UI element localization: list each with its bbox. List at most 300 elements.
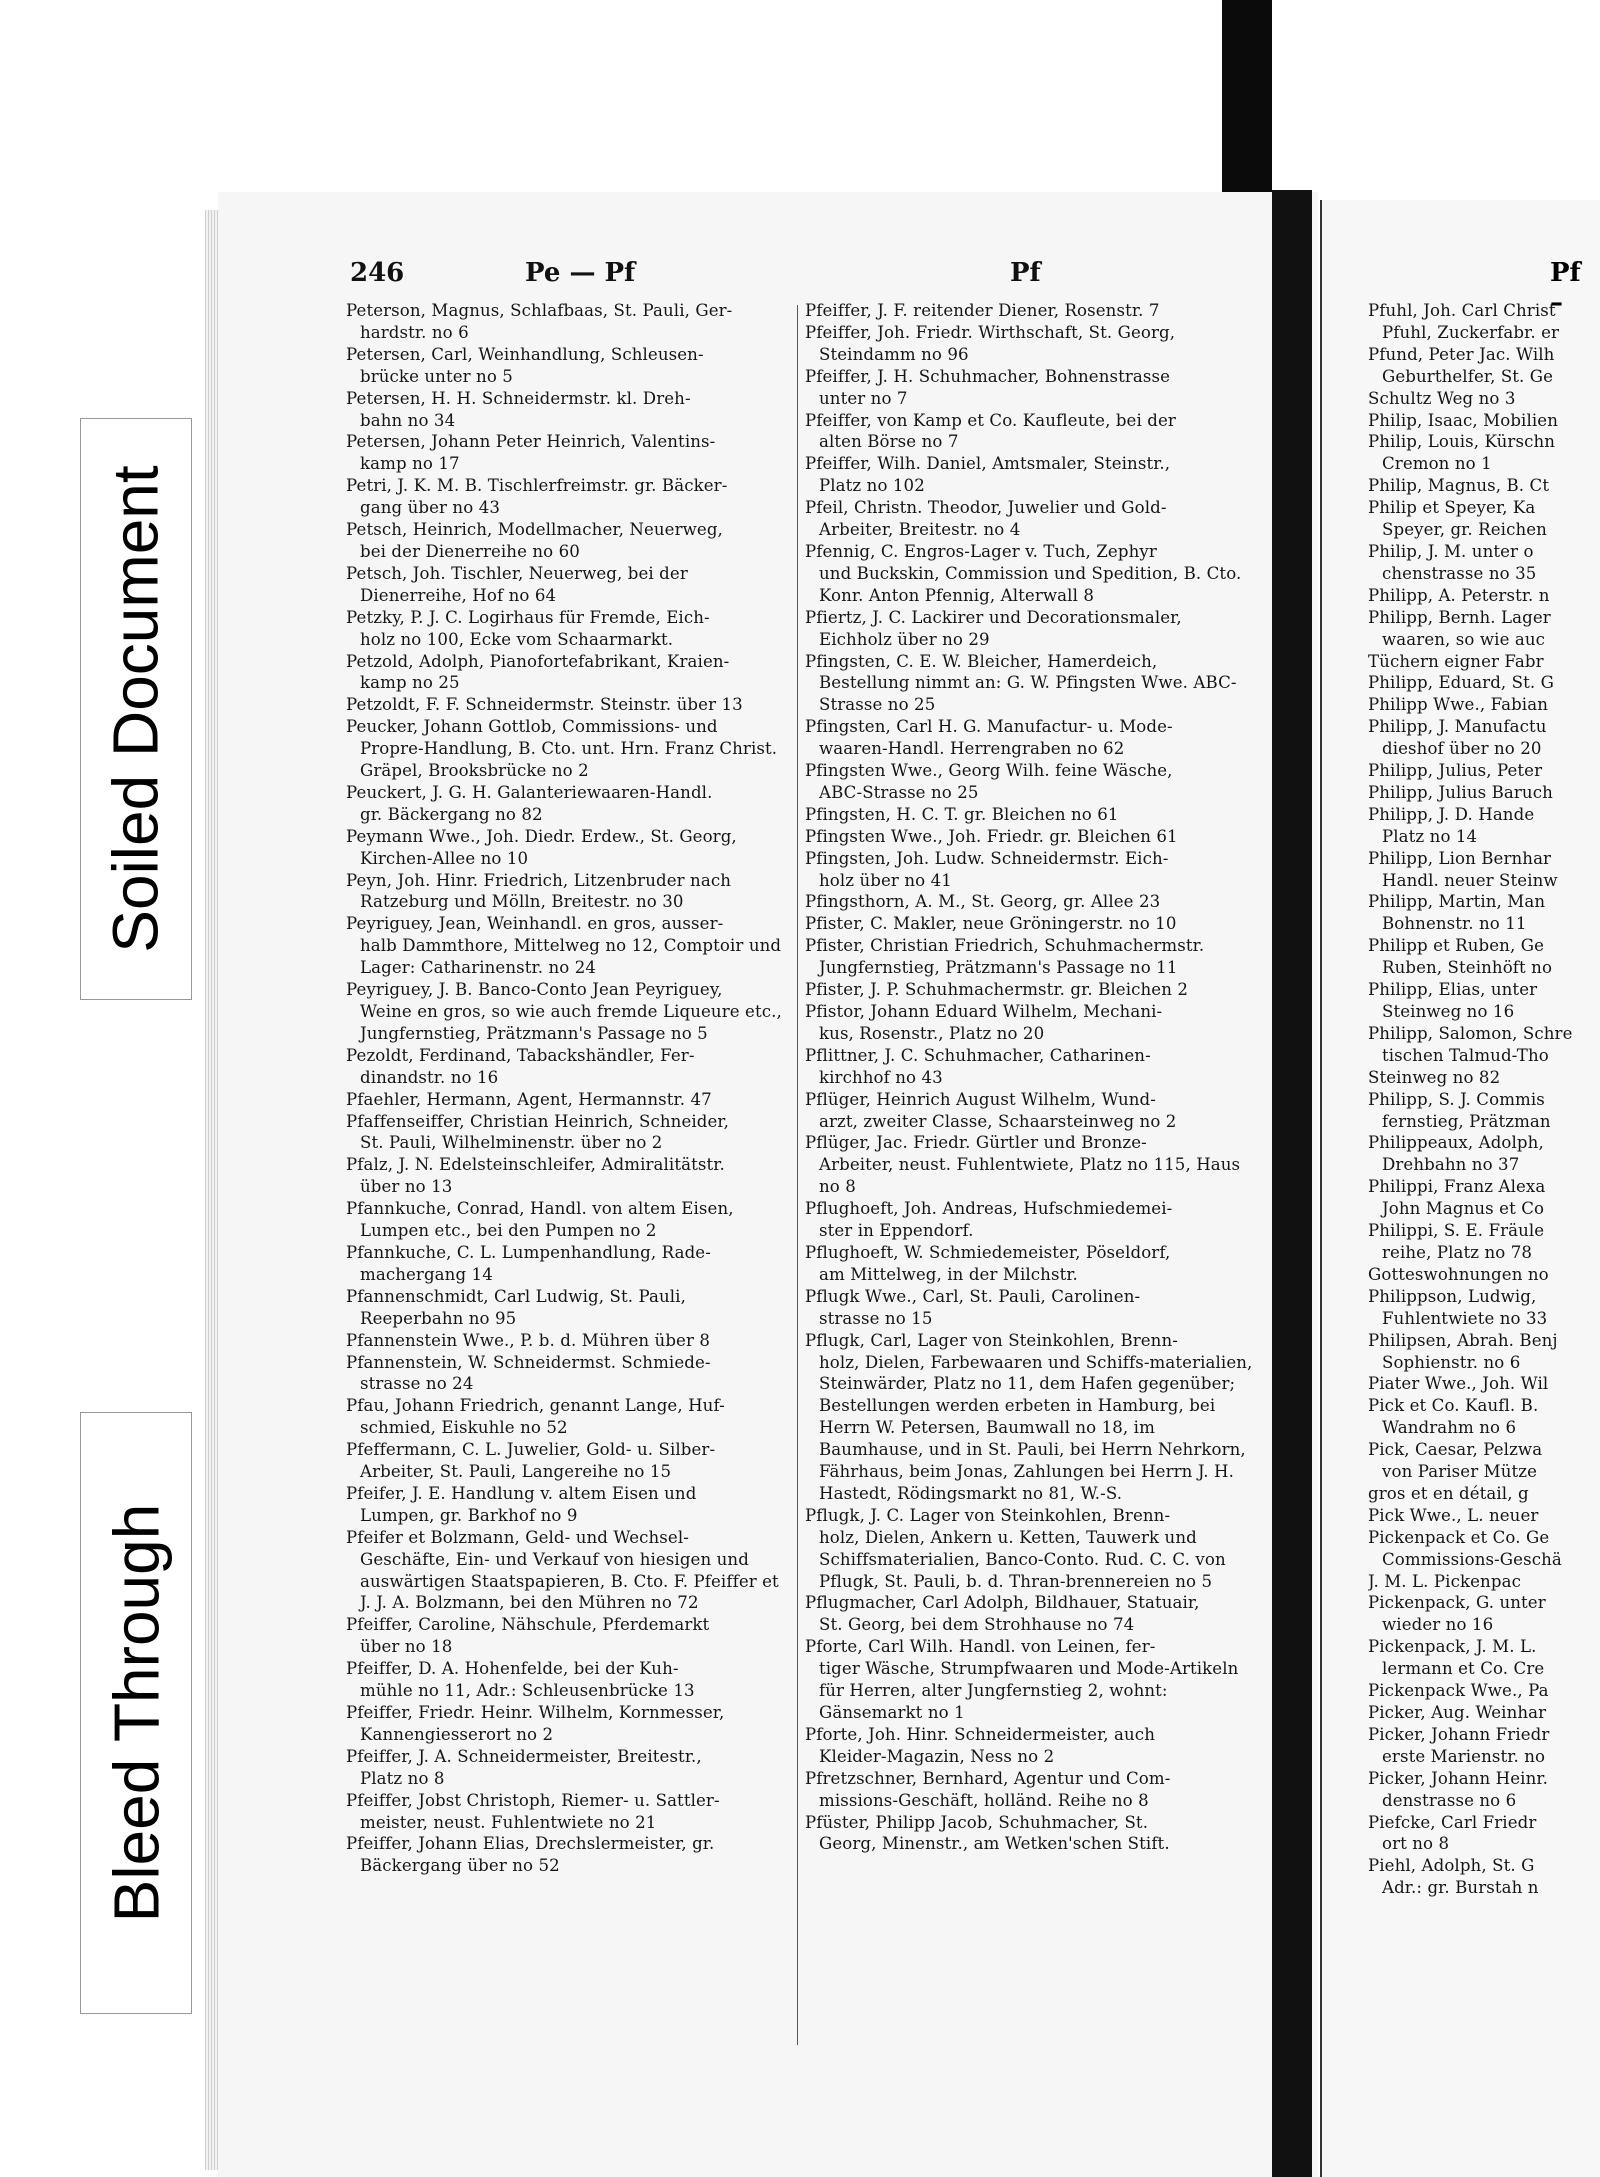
- entry-line: Peyriguey, Jean, Weinhandl. en gros, ausser-: [346, 914, 724, 934]
- entry-continuation: strasse no 15: [819, 1308, 933, 1328]
- entry-line: Petsch, Heinrich, Modellmacher, Neuerweg,: [346, 520, 723, 540]
- entry-continuation: Geburthelfer, St. Ge: [1382, 366, 1554, 386]
- directory-entry: [1368, 1571, 1600, 1593]
- directory-entry: [1368, 1505, 1600, 1527]
- entry-continuation: holz no 100, Ecke vom Schaarmarkt.: [360, 629, 674, 649]
- directory-entry: [805, 1045, 1260, 1089]
- entry-line: Pezoldt, Ferdinand, Tabackshändler, Fer-: [346, 1045, 695, 1065]
- directory-entry: [805, 541, 1260, 607]
- entry-line: Philippi, S. E. Fräule: [1368, 1221, 1545, 1241]
- entry-continuation: Handl. neuer Steinw: [1382, 870, 1558, 890]
- entry-line: Philippson, Ludwig,: [1368, 1286, 1537, 1306]
- directory-entry: [805, 1636, 1260, 1724]
- entry-continuation: tiger Wäsche, Strumpfwaaren und Mode-Artikeln für Herren, alter Jungfernstieg 2, wohnt: Gänsemarkt no 1: [819, 1659, 1239, 1722]
- directory-entry: [1368, 1373, 1600, 1395]
- entry-continuation: missions-Geschäft, holländ. Reihe no 8: [819, 1790, 1149, 1810]
- directory-entry: [346, 1746, 794, 1790]
- directory-entry: [1368, 979, 1600, 1023]
- entry-line: Schultz Weg no 3: [1368, 388, 1516, 408]
- directory-entry: [805, 1505, 1260, 1593]
- entry-line: Pickenpack, G. unter: [1368, 1593, 1546, 1613]
- directory-entry: [1368, 1855, 1600, 1899]
- entry-line: Pfingsten Wwe., Joh. Friedr. gr. Bleichen 61: [805, 826, 1178, 846]
- entry-continuation: Weine en gros, so wie auch fremde Liqueure etc., Jungfernstieg, Prätzmann's Passage no 5: [360, 1002, 782, 1043]
- entry-line: Pfeffermann, C. L. Juwelier, Gold- u. Silber-: [346, 1440, 716, 1460]
- entry-continuation: Platz no 102: [819, 476, 925, 496]
- entry-continuation: Lumpen etc., bei den Pumpen no 2: [360, 1221, 657, 1241]
- entry-continuation: Steinweg no 16: [1382, 1002, 1515, 1021]
- entry-continuation: Ruben, Steinhöft no: [1382, 958, 1553, 978]
- entry-line: Peyriguey, J. B. Banco-Conto Jean Peyriguey,: [346, 980, 723, 1000]
- directory-entry: [805, 453, 1260, 497]
- entry-line: Philipp, Salomon, Schre: [1368, 1023, 1573, 1043]
- entry-line: Pfannenstein Wwe., P. b. d. Mühren über 8: [346, 1330, 711, 1350]
- entry-continuation: bei der Dienerreihe no 60: [360, 541, 580, 561]
- directory-entry: [805, 300, 1260, 322]
- entry-continuation: Propre-Handlung, B. Cto. unt. Hrn. Franz Christ. Gräpel, Brooksbrücke no 2: [360, 739, 778, 781]
- entry-line: Pick Wwe., L. neuer: [1368, 1505, 1539, 1525]
- entry-continuation: dinandstr. no 16: [360, 1067, 499, 1087]
- entry-continuation: John Magnus et Co: [1382, 1199, 1545, 1219]
- entry-line: Pforte, Joh. Hinr. Schneidermeister, auch: [805, 1724, 1155, 1744]
- directory-entry: [805, 1132, 1260, 1198]
- entry-line: Philip, Magnus, B. Ct: [1368, 476, 1550, 496]
- directory-entry: [1368, 651, 1600, 673]
- entry-line: Pforte, Carl Wilh. Handl. von Leinen, fer-: [805, 1637, 1156, 1657]
- entry-continuation: dieshof über no 20: [1382, 739, 1542, 759]
- entry-line: Pickenpack et Co. Ge: [1368, 1527, 1550, 1547]
- bleed-through-text: Bleed Through: [100, 1503, 172, 1923]
- directory-entry: [1368, 1812, 1600, 1856]
- directory-column-middle: [805, 300, 1260, 1855]
- directory-entry: [346, 913, 794, 979]
- entry-line: Petri, J. K. M. B. Tischlerfreimstr. gr. Bäcker-: [346, 476, 728, 496]
- entry-line: Philipp, Julius Baruch: [1368, 782, 1553, 802]
- entry-line: Philipp, Bernh. Lager: [1368, 607, 1551, 627]
- directory-entry: [346, 716, 794, 782]
- entry-continuation: Georg, Minenstr., am Wetken'schen Stift.: [819, 1834, 1170, 1854]
- entry-continuation: holz, Dielen, Farbewaaren und Schiffs-materialien, Steinwärder, Platz no 11, dem Hafen gegenüber; Bestellungen werden erbeten in Hamburg, bei Herrn W. Petersen, Baumwall no 18, im Baumhause, und in St. Pauli, bei Herrn Nehrkorn, Fährhaus, beim Jonas, Zahlungen bei Herrn J. H. Hastedt, Rödingsmarkt no 81, W.-S.: [819, 1352, 1253, 1503]
- directory-entry: [346, 1242, 794, 1286]
- directory-entry: [346, 1439, 794, 1483]
- entry-line: Peucker, Johann Gottlob, Commissions- und: [346, 717, 718, 737]
- directory-entry: [805, 1724, 1260, 1768]
- directory-entry: [805, 804, 1260, 826]
- entry-line: Petzky, P. J. C. Logirhaus für Fremde, Eich-: [346, 607, 710, 627]
- directory-entry: [346, 870, 794, 914]
- entry-continuation: am Mittelweg, in der Milchstr.: [819, 1264, 1078, 1284]
- directory-entry: [805, 366, 1260, 410]
- entry-continuation: reihe, Platz no 78: [1382, 1242, 1533, 1262]
- directory-entry: [805, 1768, 1260, 1812]
- directory-entry: [346, 475, 794, 519]
- entry-continuation: chenstrasse no 35: [1382, 563, 1537, 583]
- directory-entry: [346, 979, 794, 1045]
- entry-line: Pfaffenseiffer, Christian Heinrich, Schneider,: [346, 1111, 730, 1131]
- entry-continuation: gang über no 43: [360, 498, 501, 518]
- entry-continuation: über no 13: [360, 1177, 453, 1197]
- directory-entry: [805, 1001, 1260, 1045]
- directory-entry: [805, 979, 1260, 1001]
- entry-line: Pfau, Johann Friedrich, genannt Lange, Huf-: [346, 1396, 725, 1416]
- entry-line: Pflittner, J. C. Schuhmacher, Catharinen-: [805, 1045, 1151, 1065]
- directory-entry: [346, 344, 794, 388]
- entry-continuation: Wandrahm no 6: [1382, 1418, 1517, 1438]
- entry-continuation: ort no 8: [1382, 1834, 1450, 1854]
- directory-entry: [805, 410, 1260, 454]
- directory-column-right: [1368, 300, 1600, 1899]
- directory-entry: [1368, 804, 1600, 848]
- entry-line: Pfeiffer, Friedr. Heinr. Wilhelm, Kornmesser,: [346, 1703, 725, 1722]
- entry-line: Philip et Speyer, Ka: [1368, 498, 1536, 518]
- entry-continuation: Pfuhl, Zuckerfabr. er: [1382, 322, 1560, 342]
- directory-entry: [346, 1614, 794, 1658]
- entry-line: Pfingsthorn, A. M., St. Georg, gr. Allee 23: [805, 892, 1161, 912]
- directory-entry: [346, 1111, 794, 1155]
- entry-continuation: Drehbahn no 37: [1382, 1155, 1520, 1175]
- entry-continuation: unter no 7: [819, 388, 908, 408]
- entry-continuation: St. Pauli, Wilhelminenstr. über no 2: [360, 1133, 663, 1153]
- entry-line: Petersen, Johann Peter Heinrich, Valentins-: [346, 432, 716, 452]
- entry-line: Pfeiffer, Caroline, Nähschule, Pferdemarkt: [346, 1615, 710, 1635]
- entry-continuation: Arbeiter, St. Pauli, Langereihe no 15: [360, 1462, 672, 1482]
- directory-entry: [346, 1527, 794, 1615]
- entry-line: Pfannenschmidt, Carl Ludwig, St. Pauli,: [346, 1286, 686, 1306]
- entry-line: Philipp, Julius, Peter: [1368, 761, 1543, 781]
- directory-entry: [1368, 300, 1600, 344]
- entry-line: Picker, Johann Heinr.: [1368, 1768, 1548, 1788]
- entry-line: Peymann Wwe., Joh. Diedr. Erdew., St. Georg,: [346, 826, 737, 846]
- page-edge: [205, 210, 219, 2170]
- soiled-document-label: [80, 418, 192, 1000]
- directory-entry: [346, 651, 794, 695]
- directory-entry: [805, 913, 1260, 935]
- entry-continuation: gr. Bäckergang no 82: [360, 804, 543, 824]
- directory-entry: [1368, 1132, 1600, 1176]
- entry-line: Pfretzschner, Bernhard, Agentur und Com-: [805, 1768, 1171, 1788]
- directory-entry: [346, 563, 794, 607]
- page-number: 246: [350, 258, 405, 288]
- directory-entry: [346, 826, 794, 870]
- entry-line: Pfister, C. Makler, neue Gröningerstr. no 10: [805, 914, 1177, 934]
- entry-continuation: brücke unter no 5: [360, 366, 513, 386]
- column-divider: [797, 305, 798, 2045]
- entry-continuation: Platz no 8: [360, 1768, 445, 1788]
- entry-continuation: Eichholz über no 29: [819, 629, 990, 649]
- entry-line: gros et en détail, g: [1368, 1483, 1529, 1503]
- directory-entry: [1368, 694, 1600, 716]
- entry-line: Pflughoeft, W. Schmiedemeister, Pöseldorf,: [805, 1242, 1171, 1262]
- directory-entry: [346, 1154, 794, 1198]
- directory-entry: [1368, 431, 1600, 475]
- entry-line: Pfannkuche, Conrad, Handl. von altem Eisen,: [346, 1199, 734, 1219]
- entry-line: Pfingsten, C. E. W. Bleicher, Hamerdeich,: [805, 651, 1158, 671]
- entry-continuation: und Buckskin, Commission und Spedition, B. Cto. Konr. Anton Pfennig, Alterwall 8: [819, 563, 1242, 605]
- directory-entry: [346, 1658, 794, 1702]
- entry-line: Pfiertz, J. C. Lackirer und Decorationsmaler,: [805, 607, 1182, 627]
- directory-entry: [805, 891, 1260, 913]
- entry-line: Picker, Johann Friedr: [1368, 1724, 1550, 1744]
- entry-continuation: von Pariser Mütze: [1382, 1462, 1538, 1482]
- directory-entry: [1368, 475, 1600, 497]
- directory-entry: [346, 1395, 794, 1439]
- entry-line: Piehl, Adolph, St. G: [1368, 1856, 1535, 1876]
- entry-line: Pflugk, J. C. Lager von Steinkohlen, Brenn-: [805, 1505, 1171, 1525]
- entry-continuation: Speyer, gr. Reichen: [1382, 520, 1547, 540]
- entry-continuation: ABC-Strasse no 25: [819, 782, 979, 802]
- entry-continuation: Sophienstr. no 6: [1382, 1352, 1521, 1372]
- entry-line: Peyn, Joh. Hinr. Friedrich, Litzenbruder nach: [346, 870, 732, 890]
- entry-line: Picker, Aug. Weinhar: [1368, 1703, 1547, 1722]
- entry-line: Steinweg no 82: [1368, 1067, 1501, 1087]
- entry-line: Gotteswohnungen no: [1368, 1264, 1549, 1284]
- directory-entry: [805, 848, 1260, 892]
- directory-entry: [346, 1330, 794, 1352]
- directory-entry: [1368, 388, 1600, 410]
- entry-continuation: Adr.: gr. Burstah n: [1382, 1878, 1539, 1898]
- entry-line: Pflüger, Jac. Friedr. Gürtler und Bronze-: [805, 1133, 1147, 1153]
- directory-entry: [1368, 848, 1600, 892]
- directory-entry: [1368, 585, 1600, 607]
- entry-line: Pfeiffer, Johann Elias, Drechslermeister, gr.: [346, 1834, 715, 1854]
- entry-line: Pflugk, Carl, Lager von Steinkohlen, Brenn-: [805, 1330, 1178, 1350]
- entry-continuation: alten Börse no 7: [819, 432, 959, 452]
- entry-line: Piefcke, Carl Friedr: [1368, 1812, 1537, 1832]
- entry-line: Pfingsten Wwe., Georg Wilh. feine Wäsche,: [805, 761, 1173, 781]
- entry-line: Pick, Caesar, Pelzwa: [1368, 1440, 1543, 1460]
- directory-entry: [1368, 541, 1600, 585]
- directory-entry: [346, 1198, 794, 1242]
- entry-continuation: tischen Talmud-Tho: [1382, 1045, 1549, 1065]
- entry-continuation: Commissions-Geschä: [1382, 1549, 1562, 1569]
- entry-continuation: Bohnenstr. no 11: [1382, 914, 1527, 934]
- directory-entry: [1368, 1702, 1600, 1724]
- directory-entry: [346, 1089, 794, 1111]
- entry-continuation: Kleider-Magazin, Ness no 2: [819, 1746, 1055, 1766]
- directory-entry: [1368, 672, 1600, 694]
- entry-line: Peterson, Magnus, Schlafbaas, St. Pauli, Ger-: [346, 301, 733, 320]
- entry-line: Philip, J. M. unter o: [1368, 541, 1534, 561]
- entry-continuation: Kirchen-Allee no 10: [360, 848, 529, 868]
- entry-line: Tüchern eigner Fabr: [1368, 651, 1544, 671]
- entry-line: Petsch, Joh. Tischler, Neuerweg, bei der: [346, 563, 688, 583]
- entry-line: Petzold, Adolph, Pianofortefabrikant, Kraien-: [346, 651, 730, 671]
- directory-entry: [1368, 497, 1600, 541]
- directory-entry: [805, 497, 1260, 541]
- entry-continuation: Bäckergang über no 52: [360, 1856, 560, 1876]
- entry-line: Pick et Co. Kaufl. B.: [1368, 1396, 1539, 1416]
- entry-continuation: wieder no 16: [1382, 1615, 1494, 1635]
- entry-continuation: Arbeiter, neust. Fuhlentwiete, Platz no 115, Haus no 8: [819, 1155, 1241, 1197]
- directory-entry: [346, 1702, 794, 1746]
- directory-entry: [1368, 1395, 1600, 1439]
- entry-continuation: kamp no 17: [360, 454, 460, 474]
- directory-entry: [346, 607, 794, 651]
- entry-continuation: arzt, zweiter Classe, Schaarsteinweg no 2: [819, 1111, 1177, 1131]
- directory-entry: [1368, 1220, 1600, 1264]
- entry-continuation: halb Dammthore, Mittelweg no 12, Comptoir und Lager: Catharinenstr. no 24: [360, 936, 782, 978]
- directory-entry: [346, 782, 794, 826]
- directory-entry: [346, 1790, 794, 1834]
- entry-line: Pfannkuche, C. L. Lumpenhandlung, Rade-: [346, 1242, 711, 1262]
- directory-entry: [1368, 1527, 1600, 1571]
- entry-line: Philipp, A. Peterstr. n: [1368, 585, 1550, 605]
- entry-continuation: lermann et Co. Cre: [1382, 1659, 1545, 1679]
- entry-line: Philipp, S. J. Commis: [1368, 1089, 1545, 1109]
- directory-entry: [346, 300, 794, 344]
- entry-continuation: Lumpen, gr. Barkhof no 9: [360, 1505, 578, 1525]
- running-head-right: Pf –: [1550, 258, 1581, 318]
- entry-line: Pickenpack, J. M. L.: [1368, 1637, 1537, 1657]
- entry-line: Pfingsten, Joh. Ludw. Schneidermstr. Eich-: [805, 848, 1169, 868]
- entry-continuation: kamp no 25: [360, 673, 460, 693]
- directory-entry: [346, 388, 794, 432]
- directory-entry: [1368, 1264, 1600, 1286]
- entry-continuation: Fuhlentwiete no 33: [1382, 1308, 1548, 1328]
- entry-line: J. M. L. Pickenpac: [1368, 1571, 1521, 1591]
- directory-entry: [805, 760, 1260, 804]
- entry-line: Philipp, Martin, Man: [1368, 892, 1546, 912]
- entry-line: Pfeiffer, Wilh. Daniel, Amtsmaler, Steinstr.,: [805, 454, 1171, 474]
- directory-entry: [805, 1286, 1260, 1330]
- entry-continuation: strasse no 24: [360, 1374, 474, 1394]
- entry-continuation: Jungfernstieg, Prätzmann's Passage no 11: [819, 958, 1178, 978]
- entry-continuation: machergang 14: [360, 1264, 493, 1284]
- entry-continuation: erste Marienstr. no: [1382, 1746, 1546, 1766]
- entry-line: Philipp Wwe., Fabian: [1368, 695, 1548, 715]
- entry-line: Philippeaux, Adolph,: [1368, 1133, 1544, 1153]
- entry-continuation: Arbeiter, Breitestr. no 4: [819, 520, 1021, 540]
- entry-continuation: kirchhof no 43: [819, 1067, 943, 1087]
- entry-line: Pfeifer et Bolzmann, Geld- und Wechsel-: [346, 1527, 689, 1547]
- directory-entry: [1368, 344, 1600, 388]
- soiled-document-text: Soiled Document: [100, 465, 172, 953]
- entry-continuation: meister, neust. Fuhlentwiete no 21: [360, 1812, 657, 1832]
- entry-line: Petersen, H. H. Schneidermstr. kl. Dreh-: [346, 388, 691, 408]
- entry-line: Philipp, J. Manufactu: [1368, 717, 1547, 737]
- directory-entry: [346, 431, 794, 475]
- entry-continuation: Kannengiesserort no 2: [360, 1724, 554, 1744]
- entry-line: Pfeil, Christn. Theodor, Juwelier und Gold-: [805, 498, 1167, 518]
- directory-entry: [1368, 1680, 1600, 1702]
- entry-continuation: Cremon no 1: [1382, 454, 1492, 474]
- entry-line: Philipp, Lion Bernhar: [1368, 848, 1552, 868]
- entry-line: Pfalz, J. N. Edelsteinschleifer, Admiralitätstr.: [346, 1155, 725, 1175]
- entry-continuation: holz, Dielen, Ankern u. Ketten, Tauwerk und Schiffsmaterialien, Banco-Conto. Rud. C. C. von Pflugk, St. Pauli, b. d. Thran-brennereien no 5: [819, 1527, 1226, 1591]
- directory-entry: [1368, 1067, 1600, 1089]
- entry-continuation: Geschäfte, Ein- und Verkauf von hiesigen und auswärtigen Staatspapieren, B. Cto. F. Pfeiffer et J. J. A. Bolzmann, bei den Mühren no 72: [360, 1549, 779, 1613]
- entry-line: Pflugmacher, Carl Adolph, Bildhauer, Statuair,: [805, 1593, 1200, 1613]
- entry-line: Pfeiffer, J. A. Schneidermeister, Breitestr.,: [346, 1746, 702, 1766]
- entry-line: Pfannenstein, W. Schneidermst. Schmiede-: [346, 1352, 711, 1372]
- directory-entry: [346, 694, 794, 716]
- entry-line: Pfeiffer, J. H. Schuhmacher, Bohnenstrasse: [805, 366, 1171, 386]
- directory-entry: [805, 1089, 1260, 1133]
- binding-gutter: [1272, 190, 1312, 2177]
- entry-line: Philipp, Eduard, St. G: [1368, 673, 1555, 693]
- entry-continuation: Dienerreihe, Hof no 64: [360, 585, 557, 605]
- entry-line: Pflugk Wwe., Carl, St. Pauli, Carolinen-: [805, 1286, 1141, 1306]
- entry-line: Pfistor, Johann Eduard Wilhelm, Mechani-: [805, 1002, 1163, 1021]
- directory-entry: [805, 1330, 1260, 1505]
- bleed-through-label: [80, 1412, 192, 2014]
- entry-line: Pfeiffer, von Kamp et Co. Kaufleute, bei der: [805, 410, 1176, 430]
- directory-entry: [805, 1242, 1260, 1286]
- directory-entry: [1368, 1439, 1600, 1483]
- entry-continuation: Platz no 14: [1382, 826, 1478, 846]
- entry-continuation: mühle no 11, Adr.: Schleusenbrücke 13: [360, 1681, 695, 1701]
- entry-continuation: Reeperbahn no 95: [360, 1308, 517, 1328]
- entry-line: Pfennig, C. Engros-Lager v. Tuch, Zephyr: [805, 541, 1157, 561]
- running-head-range: Pe — Pf: [525, 258, 636, 288]
- directory-entry: [1368, 1768, 1600, 1812]
- directory-entry: [346, 1286, 794, 1330]
- entry-continuation: fernstieg, Prätzman: [1382, 1111, 1551, 1131]
- entry-line: Philipp, J. D. Hande: [1368, 804, 1535, 824]
- entry-line: Petzoldt, F. F. Schneidermstr. Steinstr. über 13: [346, 695, 743, 715]
- entry-line: Pfingsten, H. C. T. gr. Bleichen no 61: [805, 804, 1119, 824]
- entry-line: Pflughoeft, Joh. Andreas, Hufschmiedemei-: [805, 1199, 1173, 1219]
- entry-continuation: über no 18: [360, 1637, 453, 1657]
- entry-line: Pfüster, Philipp Jacob, Schuhmacher, St.: [805, 1812, 1149, 1832]
- entry-line: Philippi, Franz Alexa: [1368, 1177, 1546, 1197]
- entry-continuation: ster in Eppendorf.: [819, 1221, 974, 1241]
- entry-line: Pfingsten, Carl H. G. Manufactur- u. Mode-: [805, 717, 1173, 737]
- directory-entry: [805, 1812, 1260, 1856]
- entry-line: Pfund, Peter Jac. Wilh: [1368, 344, 1555, 364]
- entry-line: Pfeiffer, J. F. reitender Diener, Rosenstr. 7: [805, 301, 1160, 320]
- binding-shadow-top: [1222, 0, 1272, 200]
- directory-entry: [1368, 1286, 1600, 1330]
- directory-entry: [805, 607, 1260, 651]
- directory-entry: [805, 1592, 1260, 1636]
- directory-entry: [1368, 1330, 1600, 1374]
- entry-line: Pfeiffer, Jobst Christoph, Riemer- u. Sattler-: [346, 1790, 720, 1810]
- entry-continuation: holz über no 41: [819, 870, 952, 890]
- directory-entry: [1368, 1592, 1600, 1636]
- entry-line: Pickenpack Wwe., Pa: [1368, 1681, 1549, 1701]
- entry-line: Pflüger, Heinrich August Wilhelm, Wund-: [805, 1089, 1156, 1109]
- entry-continuation: waaren, so wie auc: [1382, 629, 1546, 649]
- directory-entry: [1368, 410, 1600, 432]
- directory-entry: [346, 1352, 794, 1396]
- directory-entry: [805, 826, 1260, 848]
- entry-continuation: kus, Rosenstr., Platz no 20: [819, 1023, 1045, 1043]
- directory-entry: [1368, 716, 1600, 760]
- entry-line: Philipp, Elias, unter: [1368, 980, 1538, 1000]
- entry-line: Pfuhl, Joh. Carl Christ: [1368, 301, 1556, 320]
- directory-entry: [1368, 782, 1600, 804]
- directory-entry: [346, 1833, 794, 1877]
- directory-entry: [1368, 1636, 1600, 1680]
- directory-entry: [1368, 760, 1600, 782]
- directory-entry: [805, 1198, 1260, 1242]
- entry-line: Piater Wwe., Joh. Wil: [1368, 1374, 1549, 1394]
- entry-continuation: Steindamm no 96: [819, 344, 969, 364]
- entry-line: Peuckert, J. G. H. Galanteriewaaren-Handl.: [346, 782, 713, 802]
- entry-continuation: St. Georg, bei dem Strohhause no 74: [819, 1615, 1135, 1635]
- entry-line: Pfeiffer, D. A. Hohenfelde, bei der Kuh-: [346, 1659, 679, 1679]
- entry-continuation: denstrasse no 6: [1382, 1790, 1517, 1810]
- entry-line: Philipp et Ruben, Ge: [1368, 936, 1544, 956]
- entry-line: Pfeiffer, Joh. Friedr. Wirthschaft, St. Georg,: [805, 322, 1176, 342]
- directory-column-left: [346, 300, 794, 1877]
- entry-continuation: schmied, Eiskuhle no 52: [360, 1418, 568, 1438]
- entry-continuation: Ratzeburg und Mölln, Breitestr. no 30: [360, 892, 684, 912]
- directory-entry: [1368, 1483, 1600, 1505]
- entry-line: Pfister, Christian Friedrich, Schuhmachermstr.: [805, 936, 1205, 956]
- directory-entry: [805, 322, 1260, 366]
